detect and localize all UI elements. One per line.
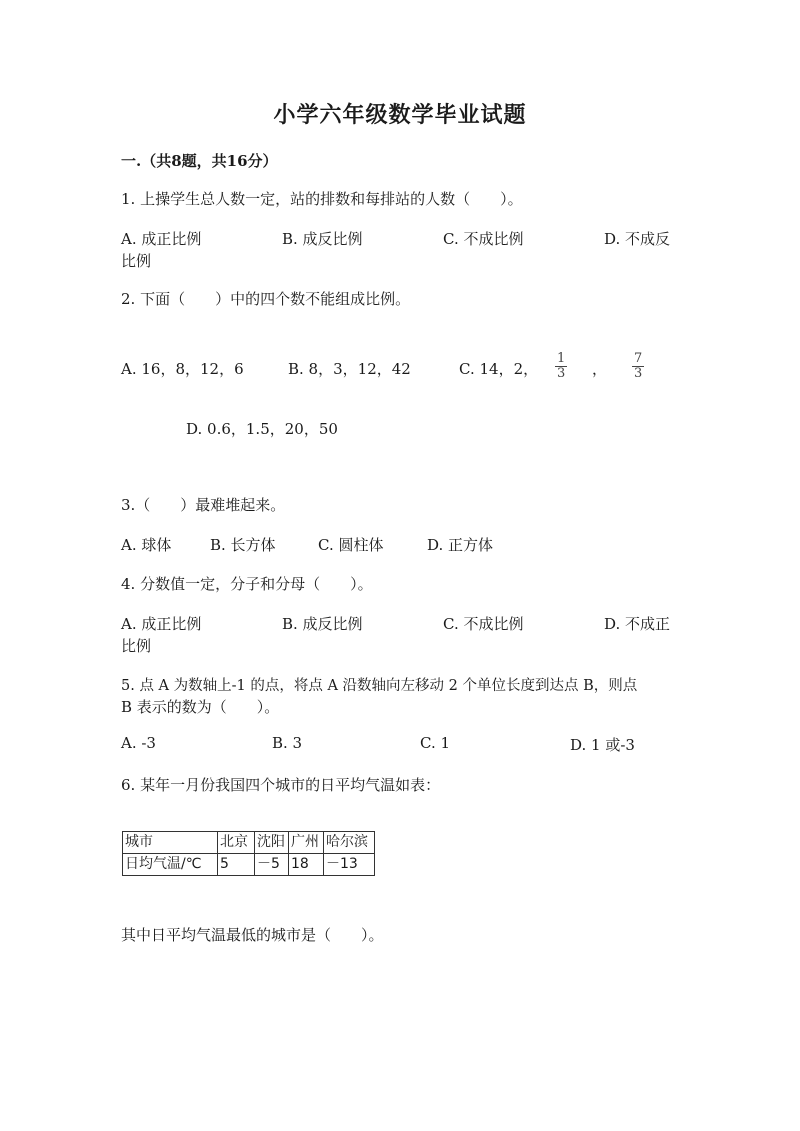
question-4-option-d: D. 不成正	[604, 615, 671, 633]
question-1-option-d-wrap: 比例	[121, 252, 152, 270]
table-cell: 18	[289, 854, 324, 876]
question-4-stem: 4. 分数值一定，分子和分母（ ）。	[121, 575, 373, 593]
page-title: 小学六年级数学毕业试题	[273, 102, 527, 128]
question-6-stem: 6. 某年一月份我国四个城市的日平均气温如表：	[121, 776, 441, 794]
question-5-option-b: B. 3	[272, 734, 303, 752]
table-header-cell: 沈阳	[255, 832, 289, 854]
table-header-cell: 广州	[289, 832, 324, 854]
question-2-option-d: D. 0.6，1.5，20，50	[186, 420, 338, 438]
question-1-option-b: B. 成反比例	[282, 230, 363, 248]
question-5-stem-line-1: 5. 点 A 为数轴上-1 的点，将点 A 沿数轴向左移动 2 个单位长度到达点 B，则点	[121, 678, 638, 694]
table-cell: －5	[255, 854, 289, 876]
question-3-option-b: B. 长方体	[210, 536, 276, 554]
table-header-cell: 城市	[123, 832, 218, 854]
fraction-denominator: 3	[557, 366, 566, 381]
table-header-cell: 北京	[218, 832, 255, 854]
question-2-option-c: C. 14，2，	[459, 360, 539, 378]
section-heading: 一.（共8题，共16分）	[121, 152, 278, 170]
temperature-table	[122, 831, 375, 876]
question-3-option-a: A. 球体	[121, 536, 172, 554]
fraction-one-third	[555, 352, 567, 381]
question-3-option-d: D. 正方体	[427, 536, 494, 554]
question-1-stem: 1. 上操学生总人数一定，站的排数和每排站的人数（ ）。	[121, 190, 523, 208]
question-3-option-c: C. 圆柱体	[318, 536, 384, 554]
question-4-option-b: B. 成反比例	[282, 615, 363, 633]
question-4-option-a: A. 成正比例	[121, 615, 202, 633]
question-2-option-b: B. 8，3，12，42	[288, 360, 411, 378]
question-5-option-a: A. -3	[121, 734, 156, 752]
fraction-numerator: 1	[557, 351, 566, 366]
question-2-option-a: A. 16，8，12，6	[121, 360, 244, 378]
fraction-denominator: 3	[634, 366, 643, 381]
question-3-stem: 3.（ ）最难堆起来。	[121, 496, 286, 514]
fraction-seven-thirds	[632, 352, 644, 381]
question-6-prompt: 其中日平均气温最低的城市是（ ）。	[121, 926, 384, 944]
question-4-option-d-wrap: 比例	[121, 637, 152, 655]
question-1-option-d: D. 不成反	[604, 230, 671, 248]
question-2-stem: 2. 下面（ ）中的四个数不能组成比例。	[121, 290, 411, 308]
question-5-stem-line-2: B 表示的数为（ ）。	[121, 698, 280, 716]
question-4-option-c: C. 不成比例	[443, 615, 524, 633]
question-1-option-a: A. 成正比例	[121, 230, 202, 248]
fraction-numerator: 7	[634, 351, 643, 366]
table-cell: －13	[324, 854, 375, 876]
table-row	[123, 854, 375, 876]
question-1-option-c: C. 不成比例	[443, 230, 524, 248]
table-header-cell: 哈尔滨	[324, 832, 375, 854]
fraction-separator: ，	[592, 360, 608, 378]
table-cell: 日均气温/℃	[123, 854, 218, 876]
question-5-option-c: C. 1	[420, 734, 451, 752]
table-header-row	[123, 832, 375, 854]
question-5-option-d: D. 1 或-3	[570, 736, 635, 754]
table-cell: 5	[218, 854, 255, 876]
